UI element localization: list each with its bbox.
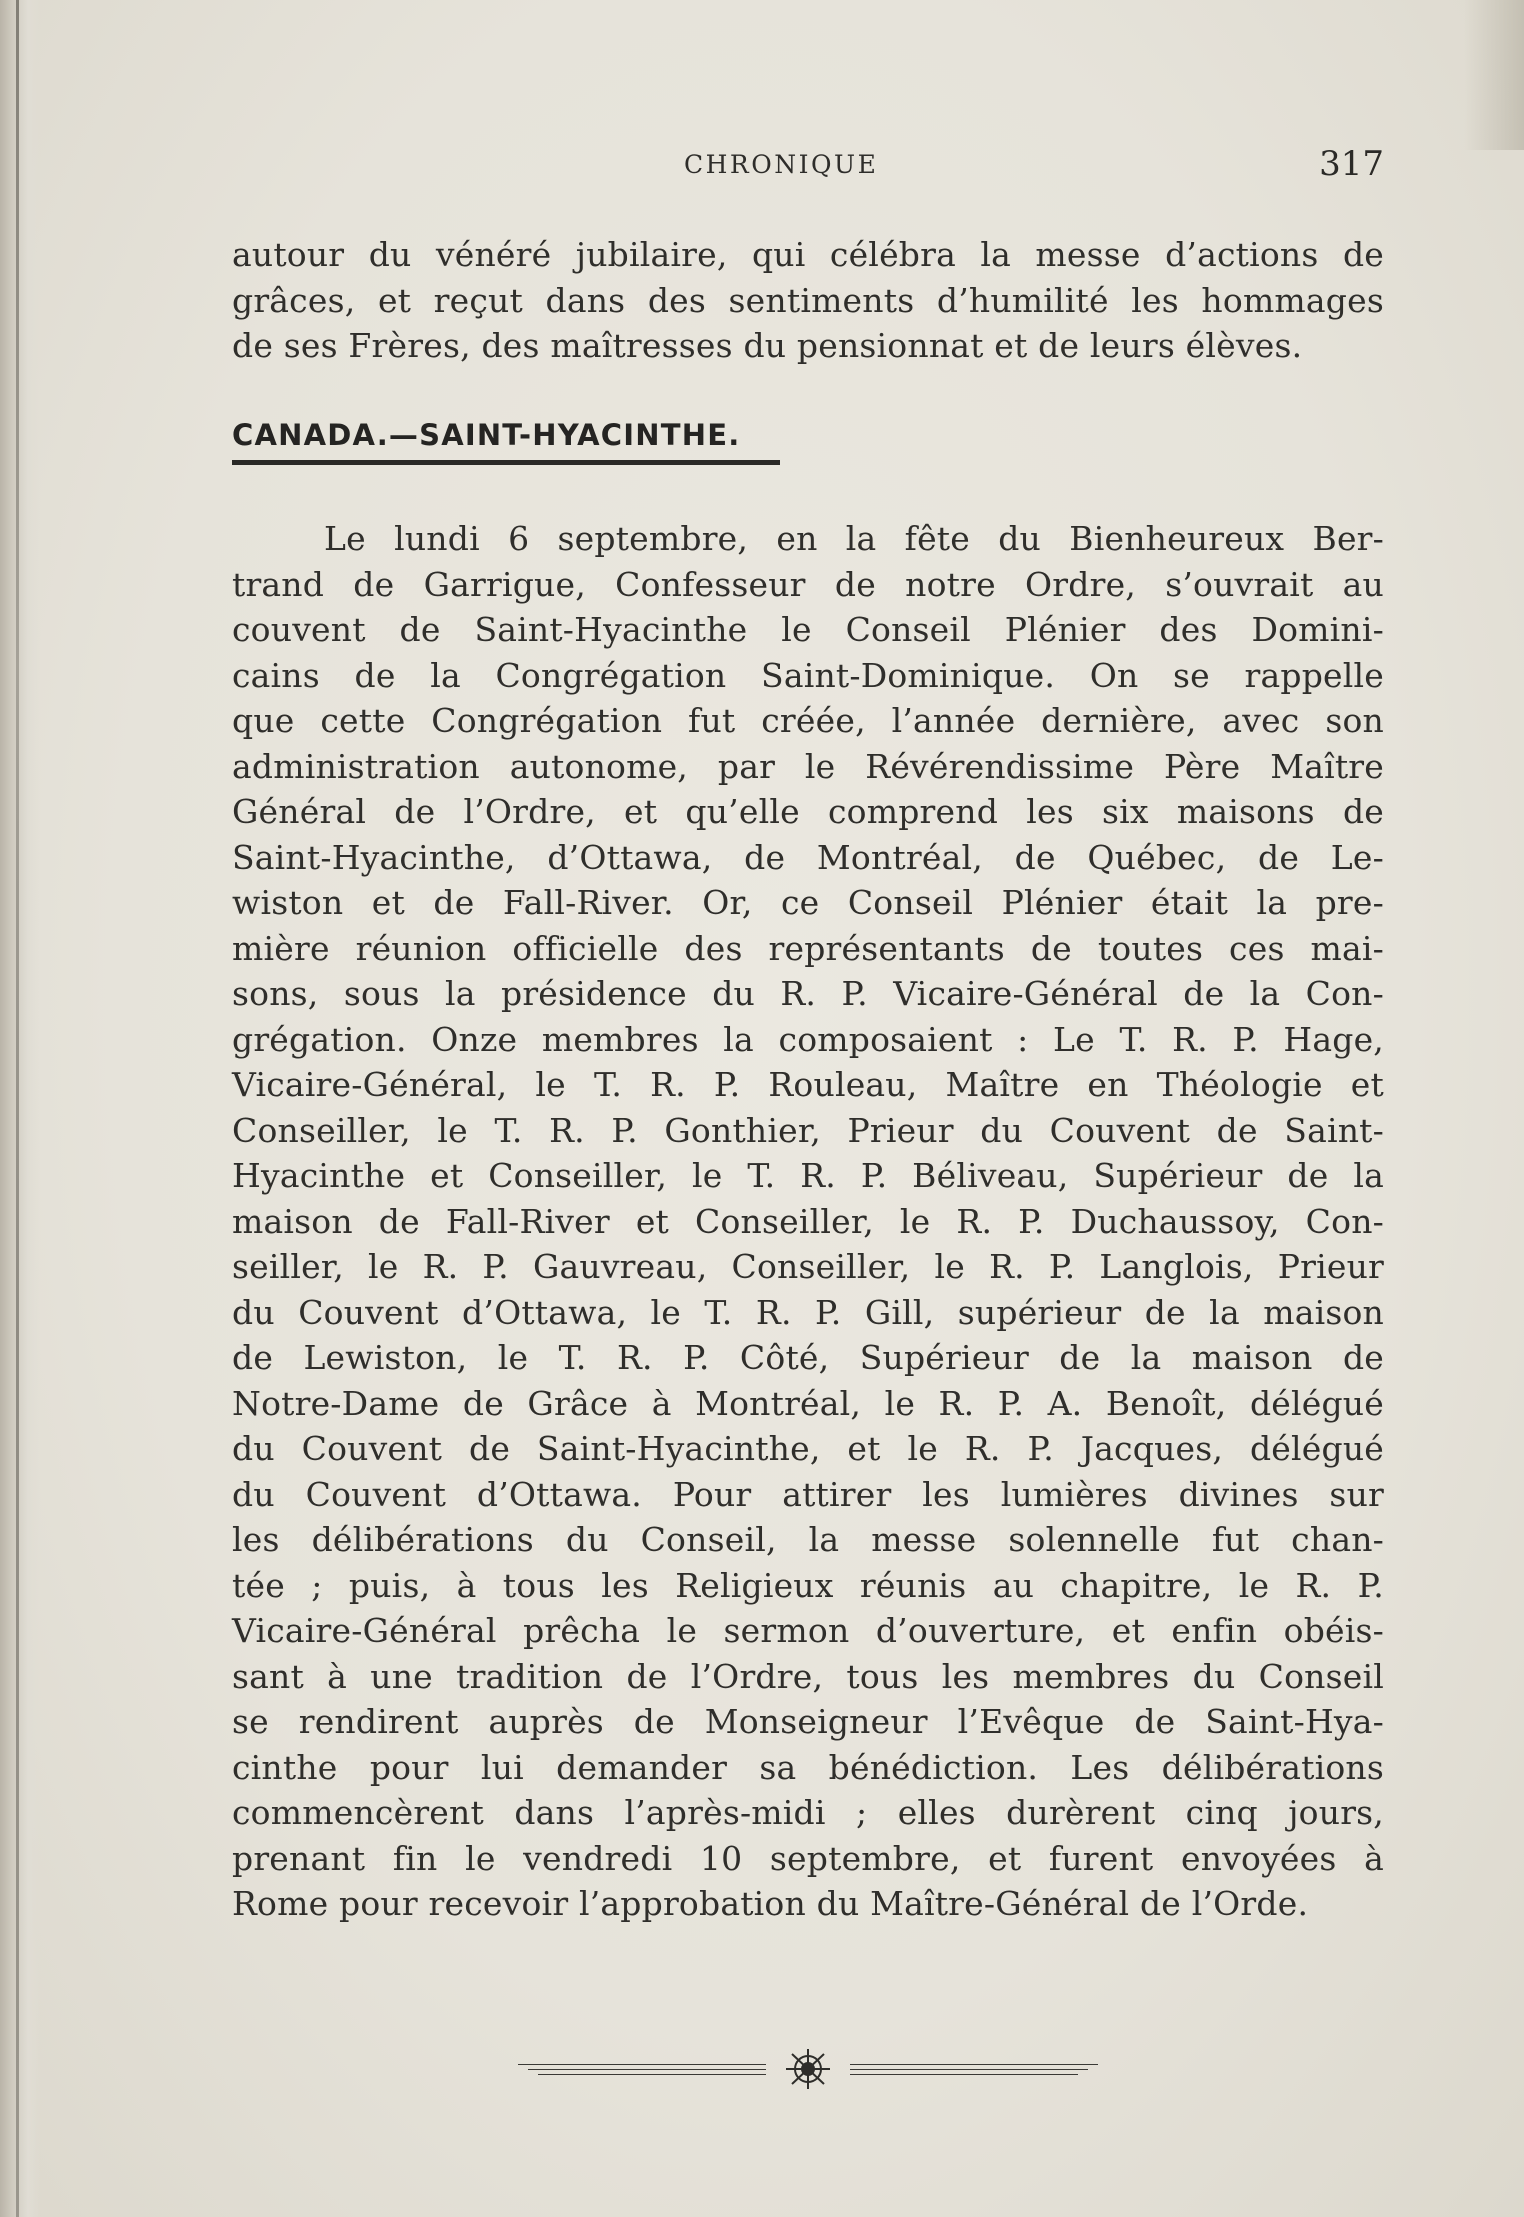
page-number: 317 xyxy=(1319,144,1384,184)
ornament-rule-right xyxy=(850,2064,1098,2065)
text-line: Le lundi 6 septembre, en la fête du Bienheureux Ber- xyxy=(324,519,1384,558)
text-line: de ses Frères, des maîtresses du pensionnat et de leurs élèves. xyxy=(232,326,1303,365)
text-line: Saint-Hyacinthe, d’Ottawa, de Montréal, de Québec, de Le- xyxy=(232,837,1384,877)
text-line: que cette Congrégation fut créée, l’année dernière, avec son xyxy=(232,701,1384,740)
text-line: se rendirent auprès de Monseigneur l’Evêque de Saint-Hya- xyxy=(232,1702,1384,1741)
text-line: sons, sous la présidence du R. P. Vicaire-Général de la Con- xyxy=(232,974,1384,1013)
text-line: de Lewiston, le T. R. P. Côté, Supérieur de la maison de xyxy=(232,1338,1384,1377)
text-line: Hyacinthe et Conseiller, le T. R. P. Béliveau, Supérieur de la xyxy=(232,1156,1384,1195)
star-flourish-icon xyxy=(782,2046,834,2092)
section-heading: CANADA.—SAINT-HYACINTHE. xyxy=(232,418,741,452)
text-line: grâces, et reçut dans des sentiments d’humilité les hommages xyxy=(232,280,1384,320)
text-line: administration autonome, par le Révérendissime Père Maître xyxy=(232,746,1384,786)
end-ornament xyxy=(518,2044,1098,2094)
text-line: tée ; puis, à tous les Religieux réunis au chapitre, le R. P. xyxy=(232,1565,1384,1605)
text-line: Rome pour recevoir l’approbation du Maître-Général de l’Orde. xyxy=(232,1884,1309,1923)
text-line: commencèrent dans l’après-midi ; elles durèrent cinq jours, xyxy=(232,1793,1384,1832)
text-line: mière réunion officielle des représentants de toutes ces mai- xyxy=(232,928,1384,968)
text-line: seiller, le R. P. Gauvreau, Conseiller, le R. P. Langlois, Prieur xyxy=(232,1247,1384,1286)
text-line: du Couvent de Saint-Hyacinthe, et le R. P. Jacques, délégué xyxy=(232,1429,1384,1468)
ornament-rule-right xyxy=(850,2074,1078,2075)
ornament-rule-left xyxy=(538,2074,766,2075)
section-paragraph xyxy=(232,516,1384,1927)
text-line: trand de Garrigue, Confesseur de notre Ordre, s’ouvrait au xyxy=(232,564,1384,604)
ornament-rule-right xyxy=(850,2069,1088,2070)
page-edge-shadow xyxy=(1464,0,1524,150)
ornament-rule-left xyxy=(528,2069,766,2070)
text-line: Général de l’Ordre, et qu’elle comprend les six maisons de xyxy=(232,792,1384,831)
text-line: maison de Fall-River et Conseiller, le R. P. Duchaussoy, Con- xyxy=(232,1201,1384,1241)
text-line: cinthe pour lui demander sa bénédiction. Les délibérations xyxy=(232,1747,1384,1787)
ornament-rule-left xyxy=(518,2064,766,2065)
text-line: autour du vénéré jubilaire, qui célébra la messe d’actions de xyxy=(232,235,1384,274)
text-line: couvent de Saint-Hyacinthe le Conseil Plénier des Domini- xyxy=(232,610,1384,649)
text-line: les délibérations du Conseil, la messe solennelle fut chan- xyxy=(232,1520,1384,1559)
text-line: sant à une tradition de l’Ordre, tous les membres du Conseil xyxy=(232,1656,1384,1696)
heading-underline xyxy=(232,460,780,465)
text-line: wiston et de Fall-River. Or, ce Conseil Plénier était la pre- xyxy=(232,883,1384,922)
text-line: Vicaire-Général prêcha le sermon d’ouverture, et enfin obéis- xyxy=(232,1611,1384,1650)
text-line: prenant fin le vendredi 10 septembre, et furent envoyées à xyxy=(232,1838,1384,1878)
text-line: du Couvent d’Ottawa, le T. R. P. Gill, supérieur de la maison xyxy=(232,1292,1384,1332)
book-gutter xyxy=(0,0,40,2217)
running-head: CHRONIQUE xyxy=(684,150,879,179)
text-line: Conseiller, le T. R. P. Gonthier, Prieur du Couvent de Saint- xyxy=(232,1110,1384,1150)
gutter-edge-line xyxy=(16,0,19,2217)
text-line: cains de la Congrégation Saint-Dominique. On se rappelle xyxy=(232,655,1384,695)
page-header xyxy=(232,144,1384,190)
text-line: Vicaire-Général, le T. R. P. Rouleau, Maître en Théologie et xyxy=(232,1065,1384,1104)
text-line: du Couvent d’Ottawa. Pour attirer les lumières divines sur xyxy=(232,1474,1384,1514)
text-line: grégation. Onze membres la composaient : Le T. R. P. Hage, xyxy=(232,1019,1384,1059)
intro-paragraph xyxy=(232,232,1384,369)
text-line: Notre-Dame de Grâce à Montréal, le R. P. A. Benoît, délégué xyxy=(232,1383,1384,1423)
